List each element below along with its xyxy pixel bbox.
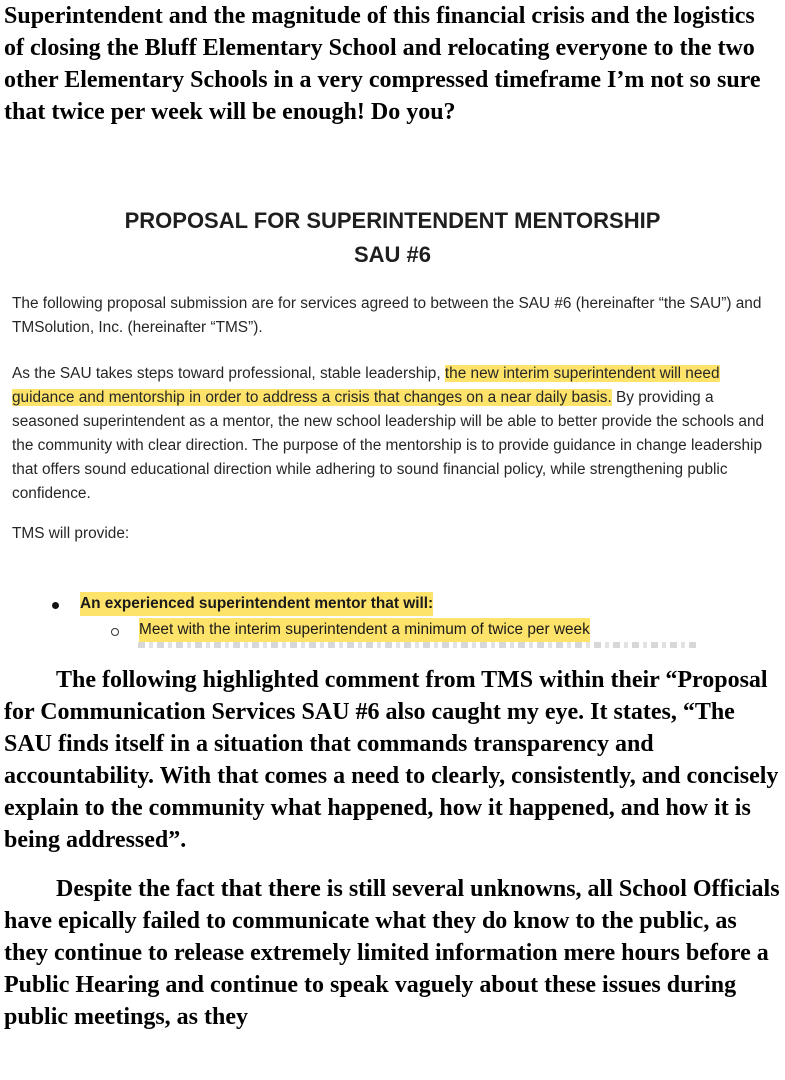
proposal-paragraph-1: The following proposal submission are for services agreed to between the SAU #6 (hereinafter “the SAU”) and TMSolution, Inc. (hereinafter “TMS”).: [12, 295, 762, 336]
proposal-list-intro: TMS will provide:: [12, 525, 130, 542]
proposal-title: PROPOSAL FOR SUPERINTENDENT MENTORSHIP: [124, 208, 661, 233]
bullet-circle-icon: [111, 628, 119, 636]
proposal-sub-bullet-text: Meet with the interim superintendent a minimum of twice per week: [139, 618, 590, 642]
letter-paragraph-3: Despite the fact that there is still several unknowns, all School Officials have epically failed to communicate what they do know to the public, as they continue to release extremely limited information mere hours before a Public Hearing and continue to speak vaguely about these issues during public meetings, as they: [4, 876, 780, 1030]
proposal-paragraph-2-start: As the SAU takes steps toward professional, stable leadership,: [12, 365, 445, 382]
proposal-subtitle: SAU #6: [353, 242, 432, 267]
bullet-dot-icon: [52, 602, 59, 609]
proposal-paragraph-2-rest: By providing a seasoned superintendent as a mentor, the new school leadership will be able to better provide the schools and the community with clear direction. The purpose of the mentorship is to provide guidance in change leadership that offers sound educational direction while adhering to sound financial policy, while strengthening public confidence.: [12, 389, 765, 502]
embedded-proposal-image: [0, 196, 785, 648]
proposal-bullet-text: An experienced superintendent mentor that will:: [80, 592, 433, 616]
letter-paragraph-2: The following highlighted comment from TMS within their “Proposal for Communication Services SAU #6 also caught my eye. It states, “The SAU finds itself in a situation that commands transparency and accountability. With that comes a need to clearly, consistently, and concisely explain to the community what happened, how it happened, and how it is being addressed”.: [4, 667, 779, 853]
letter-intro-paragraph: Superintendent and the magnitude of this financial crisis and the logistics of closing the Bluff Elementary School and relocating everyone to the two other Elementary Schools in a very compressed timeframe I’m not so sure that twice per week will be enough! Do you?: [4, 3, 761, 125]
proposal-highlighted-text: the new interim superintendent will need guidance and mentorship in order to address a crisis that changes on a near daily basis.: [12, 365, 720, 406]
cropped-text-remnant: [138, 642, 698, 648]
proposal-paragraph-2: [0, 362, 785, 506]
